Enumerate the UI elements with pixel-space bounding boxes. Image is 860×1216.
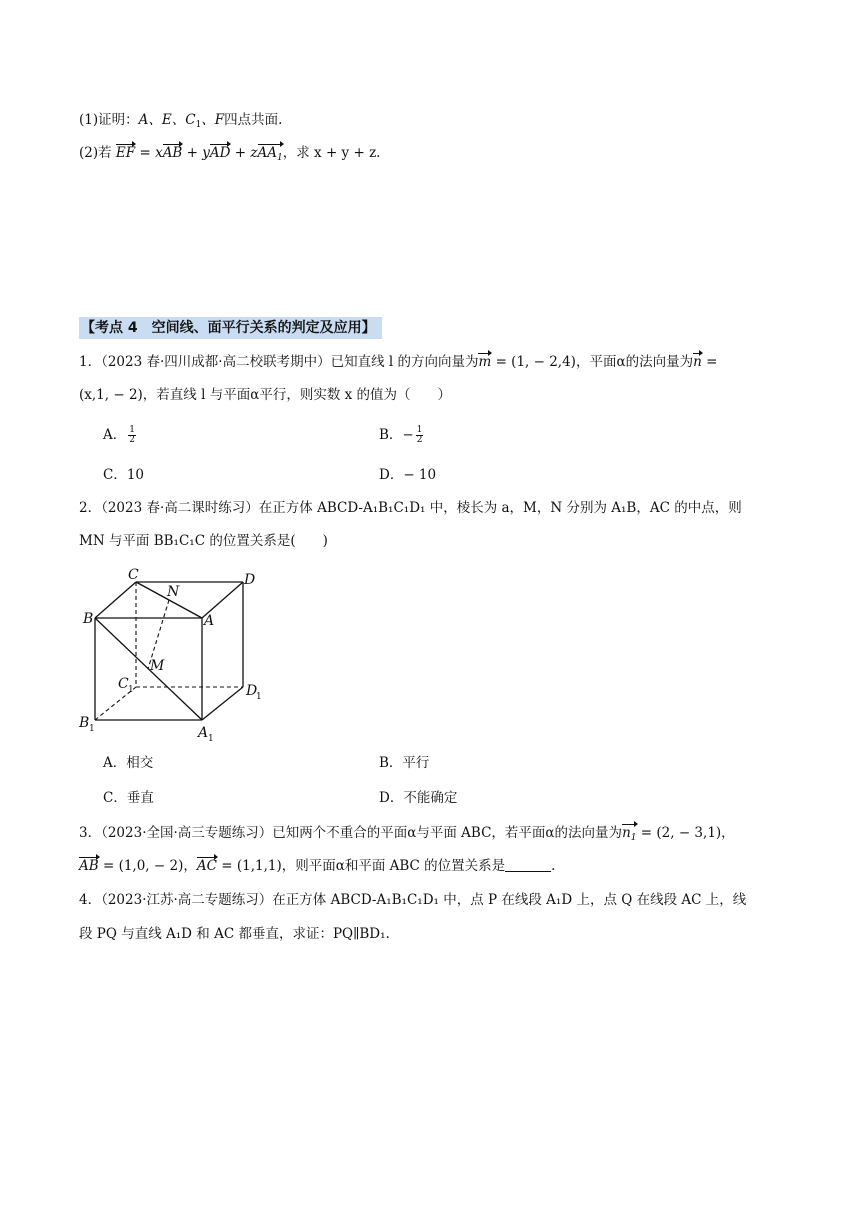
q3-ab-vector: AB [79,858,99,874]
q1-m-vector: m [478,354,492,370]
q1-option-c: C．10 [103,467,145,483]
q2-line2: MN 与平面 BB₁C₁C 的位置关系是( ) [79,533,328,549]
svg-text:1: 1 [89,724,95,734]
part1-text: 证明： [98,112,139,128]
q3-n1-vector: $n_1$ [622,823,636,848]
label-c1: C [118,676,129,692]
q1-option-b-label: B．− [379,427,414,443]
q1-line1 [79,352,717,372]
q1-option-a-fraction: $\frac{1}{2}$ [129,425,135,445]
q1-option-d: D．− 10 [379,467,437,483]
q1-text1: 1．（2023 春·四川成都·高二校联考期中）已知直线 l 的方向向量为 [79,354,479,370]
q1-option-a [103,425,138,445]
part1-line [79,110,282,135]
q3-line2: AB = (1,0, − 2)，AC = (1,1,1)，则平面α和平面 ABC 的位置关系是 . [79,858,556,874]
q1-option-a-label: A． [103,427,127,443]
q3-ac-vector: AC [196,858,217,874]
part1-tail: 四点共面. [224,112,283,128]
label-a: A [204,613,215,629]
part1-number: (1) [79,112,99,128]
part2-tail: ，求 x + y + z. [282,145,381,161]
part2-number: (2) [79,145,99,161]
q4-line1: 4．（2023·江苏·高二专题练习）在正方体 ABCD-A₁B₁C₁D₁ 中，点 P 在线段 A₁D 上，点 Q 在线段 AC 上，线 [79,892,747,908]
q1-option-b [379,425,425,445]
svg-text:1: 1 [256,692,262,702]
label-b1: B [79,715,90,731]
part1-points2: 、F [201,112,225,128]
svg-text:1: 1 [208,734,214,744]
label-d: D [244,572,256,588]
section-heading: 【考点 4 空间线、面平行关系的判定及应用】 [79,317,382,339]
part2-pre: 若 [98,145,112,161]
q1-line2: (x,1, − 2)，若直线 l 与平面α平行，则实数 x 的值为（ ） [79,387,452,403]
part1-sub: 1 [195,120,202,130]
q2-option-c: C．垂直 [103,790,154,806]
label-d1: D [246,683,258,699]
q3-ac-value: = (1,1,1)，则平面α和平面 ABC 的位置关系是 [216,858,506,874]
q1-n-vector: n [693,354,702,370]
q3-n1-value: = (2, − 3,1)， [636,825,735,841]
q2-option-d: D．不能确定 [379,790,458,806]
label-c: C [128,567,139,583]
q3-ab-value: = (1,0, − 2)， [98,858,197,874]
label-m: M [150,658,165,674]
cube-figure [76,565,276,745]
q4-line2: 段 PQ 与直线 A₁D 和 AC 都垂直，求证：PQ∥BD₁. [79,926,390,942]
q1-n-eq: = [701,354,718,370]
q3-answer-blank[interactable] [505,857,551,872]
part2-line [79,143,380,168]
label-b: B [83,611,94,627]
label-a1: A [198,725,209,741]
q1-m-value: = (1, − 2,4)，平面α的法向量为 [491,354,694,370]
label-n: N [167,584,180,600]
part1-points: A、E、C [138,112,196,128]
q3-text1: 3．（2023·全国·高三专题练习）已知两个不重合的平面α与平面 ABC，若平面α的法向量为 [79,825,623,841]
q2-line1: 2．（2023 春·高二课时练习）在正方体 ABCD-A₁B₁C₁D₁ 中，棱长为 a，M，N 分别为 A₁B，AC 的中点，则 [79,500,742,516]
q1-option-b-fraction: $\frac{1}{2}$ [416,425,423,445]
q2-option-a: A．相交 [103,755,154,771]
q2-option-b: B．平行 [379,755,430,771]
part2-equation: EF = xAB + yAD + zAA$_1$ [116,145,283,161]
q3-line1 [79,823,735,848]
svg-text:1: 1 [128,685,134,695]
